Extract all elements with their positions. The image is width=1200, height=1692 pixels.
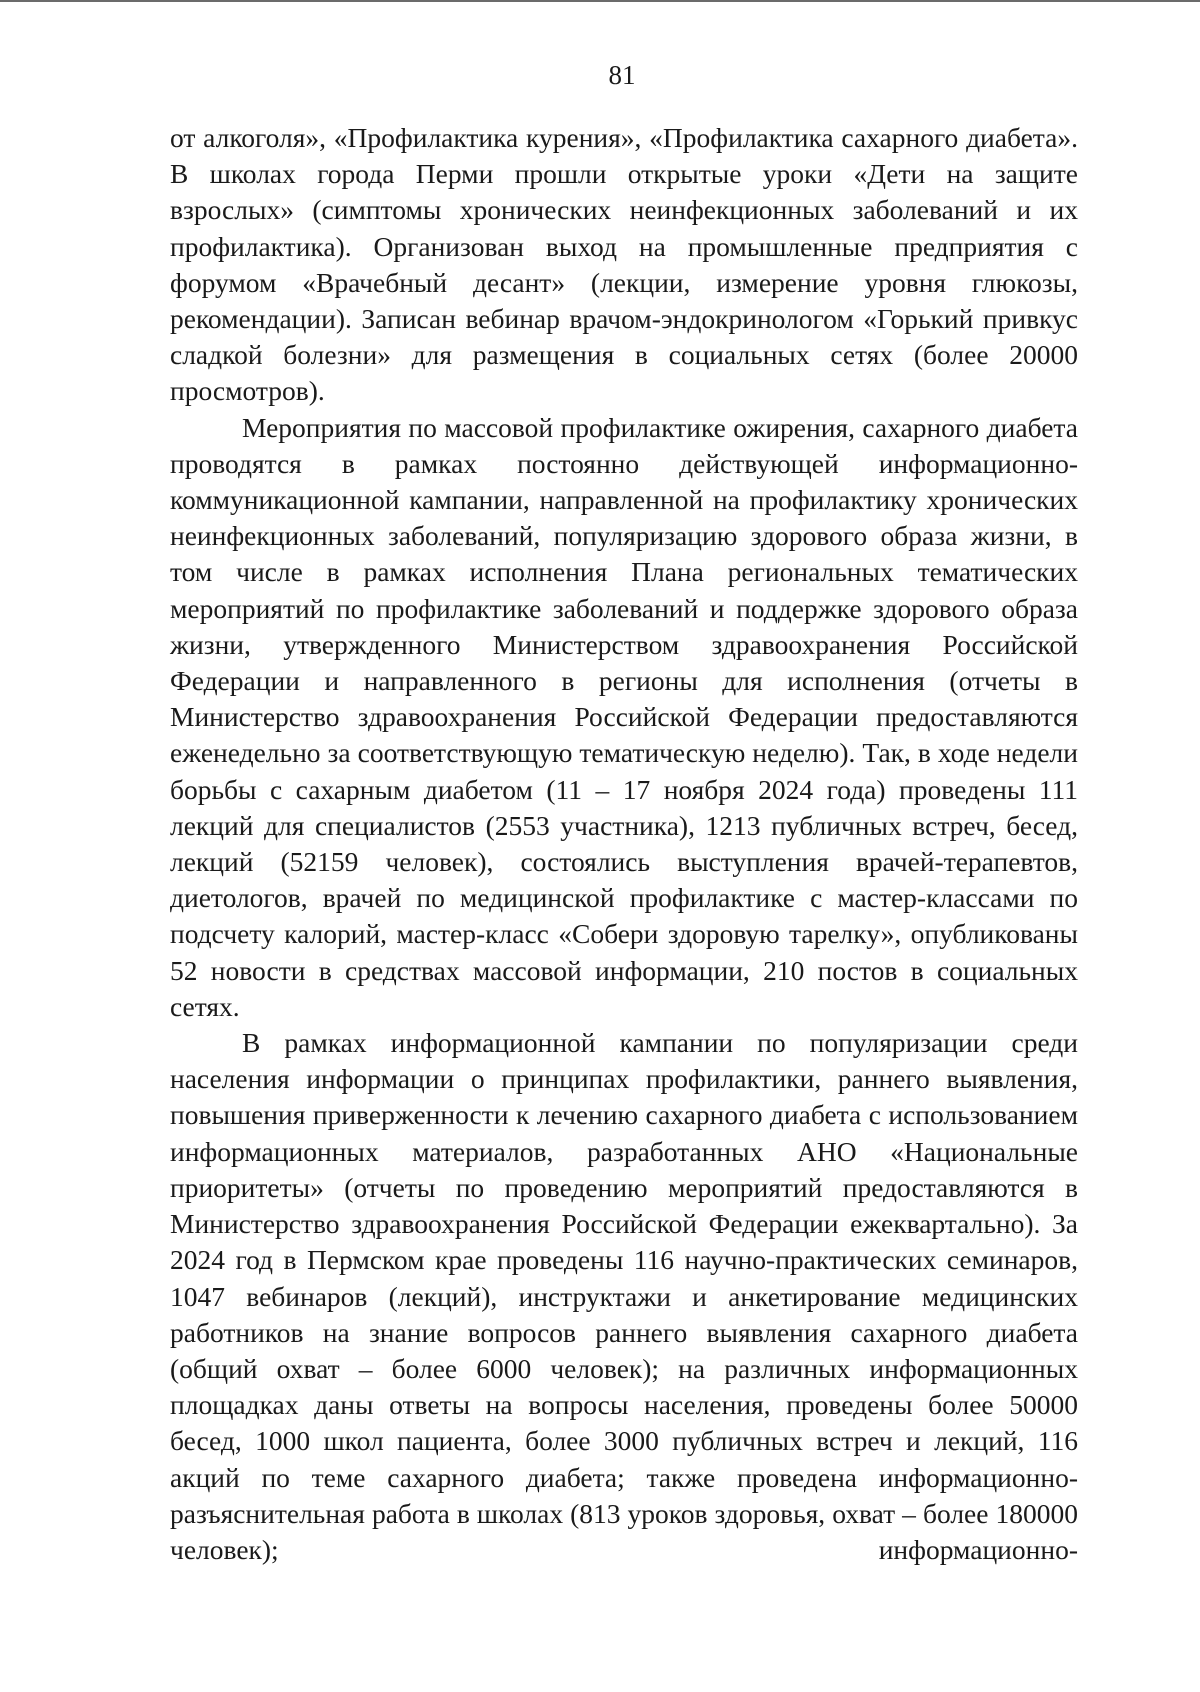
document-body (170, 120, 1078, 1568)
scan-edge-line (0, 0, 1200, 2)
paragraph-3: В рамках информационной кампании по популяризации среди населения информации о принципах профилактики, раннего выявления, повышения приверженности к лечению сахарного диабета с использованием информационных материалов, разработанных АНО «Национальные приоритеты» (отчеты по проведению мероприятий предоставляются в Министерство здравоохранения Российской Федерации ежеквартально). За 2024 год в Пермском крае проведены 116 научно-практических семинаров, 1047 вебинаров (лекций), инструктажи и анкетирование медицинских работников на знание вопросов раннего выявления сахарного диабета (общий охват – более 6000 человек); на различных информационных площадках даны ответы на вопросы населения, проведены более 50000 бесед, 1000 школ пациента, более 3000 публичных встреч и лекций, 116 акций по теме сахарного диабета; также проведена информационно-разъяснительная работа в школах (813 уроков здоровья, охват – более 180000 человек); информационно- (170, 1027, 1078, 1565)
paragraph-1: от алкоголя», «Профилактика курения», «Профилактика сахарного диабета». В школах города Перми прошли открытые уроки «Дети на защите взрослых» (симптомы хронических неинфекционных заболеваний и их профилактика). Организован выход на промышленные предприятия с форумом «Врачебный десант» (лекции, измерение уровня глюкозы, рекомендации). Записан вебинар врачом-эндокринологом «Горький привкус сладкой болезни» для размещения в социальных сетях (более 20000 просмотров). (170, 122, 1078, 407)
paragraph-2: Мероприятия по массовой профилактике ожирения, сахарного диабета проводятся в рамках постоянно действующей информационно-коммуникационной кампании, направленной на профилактику хронических неинфекционных заболеваний, популяризацию здорового образа жизни, в том числе в рамках исполнения Плана региональных тематических мероприятий по профилактике заболеваний и поддержке здорового образа жизни, утвержденного Министерством здравоохранения Российской Федерации и направленного в регионы для исполнения (отчеты в Министерство здравоохранения Российской Федерации предоставляются еженедельно за соответствующую тематическую неделю). Так, в ходе недели борьбы с сахарным диабетом (11 – 17 ноября 2024 года) проведены 111 лекций для специалистов (2553 участника), 1213 публичных встреч, бесед, лекций (52159 человек), состоялись выступления врачей-терапевтов, диетологов, врачей по медицинской профилактике с мастер-классами по подсчету калорий, мастер-класс «Собери здоровую тарелку», опубликованы 52 новости в средствах массовой информации, 210 постов в социальных сетях. (170, 411, 1078, 1022)
page-number: 81 (608, 60, 636, 90)
